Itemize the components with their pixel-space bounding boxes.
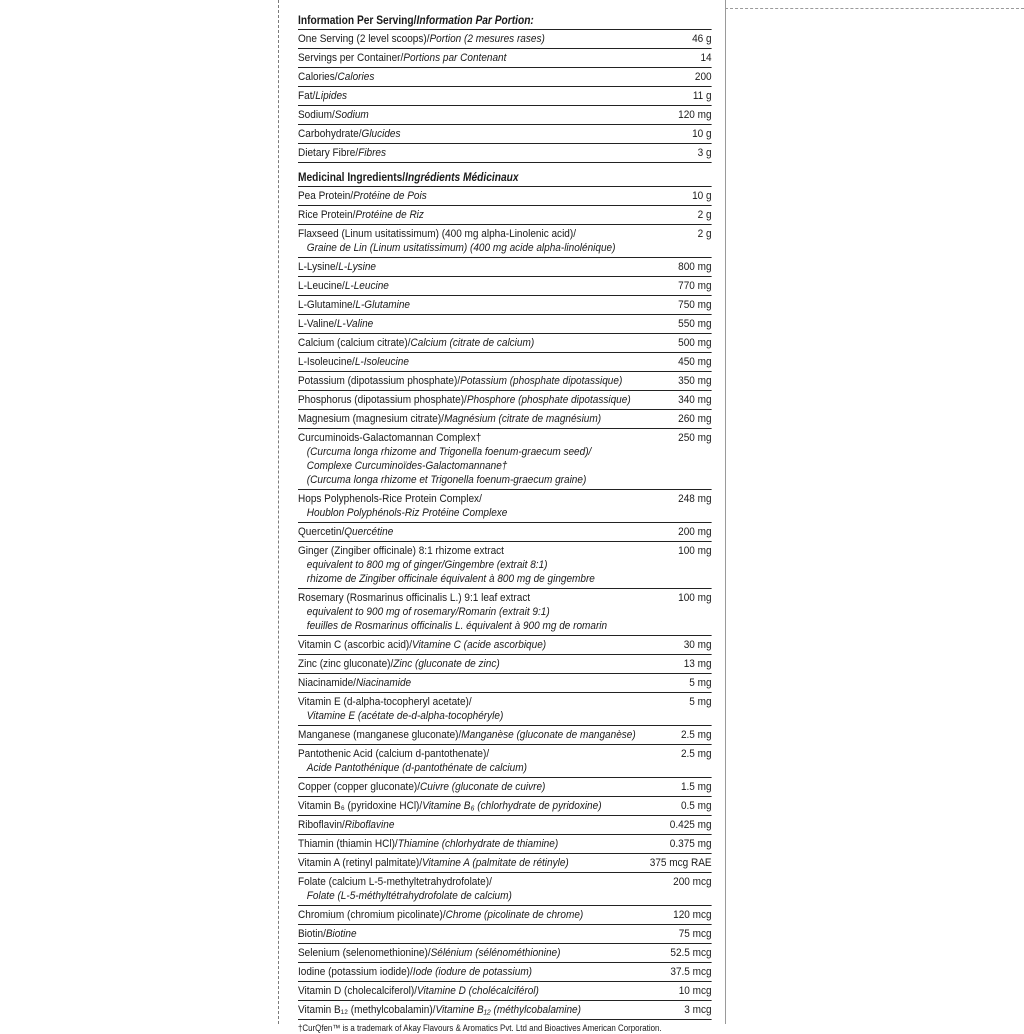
ingredient-line bbox=[298, 1003, 679, 1017]
ingredient-amount: 120 mg bbox=[678, 109, 712, 121]
ingredient-line bbox=[298, 127, 687, 141]
table-row bbox=[298, 334, 712, 353]
ingredient-line bbox=[298, 927, 673, 941]
ingredient-fr: Vitamine D (cholécalciférol) bbox=[417, 985, 539, 997]
ingredient-name bbox=[298, 1003, 679, 1017]
table-row bbox=[298, 944, 712, 963]
ingredient-line bbox=[298, 412, 673, 426]
ingredient-name bbox=[298, 676, 684, 690]
ingredient-fr: Quercétine bbox=[344, 526, 394, 538]
panel-content bbox=[298, 14, 712, 1034]
ingredient-name bbox=[298, 279, 673, 293]
ingredient-name bbox=[298, 70, 690, 84]
ingredient-detail-line: (Curcuma longa rhizome and Trigonella foenum-graecum seed)/ bbox=[306, 446, 592, 458]
table-row bbox=[298, 925, 712, 944]
serving-heading-en: Information Per Serving/ bbox=[298, 14, 417, 27]
ingredient-en: Rice Protein/ bbox=[298, 209, 356, 221]
ingredient-name bbox=[298, 51, 695, 65]
footnote: †CurQfen™ is a trademark of Akay Flavours & Aromatics Pvt. Ltd and Bioactives American Corporation. bbox=[298, 1023, 662, 1033]
ingredient-en: L-Leucine/ bbox=[298, 280, 345, 292]
ingredient-en: Vitamin C (ascorbic acid)/ bbox=[298, 639, 413, 651]
ingredient-amount: 750 mg bbox=[678, 299, 712, 311]
ingredient-amount: 0.5 mg bbox=[680, 800, 712, 812]
ingredient-en: L-Isoleucine/ bbox=[298, 356, 355, 368]
ingredient-amount: 2.5 mg bbox=[680, 729, 712, 741]
ingredient-detail-line: Complexe Curcuminoïdes-Galactomannane† bbox=[306, 460, 508, 472]
table-row bbox=[298, 674, 712, 693]
ingredient-en: L-Valine/ bbox=[298, 318, 337, 330]
table-row bbox=[298, 589, 712, 636]
ingredient-en: Potassium (dipotassium phosphate)/ bbox=[298, 375, 461, 387]
ingredient-line bbox=[298, 525, 673, 539]
ingredient-line bbox=[298, 108, 673, 122]
ingredient-amount: 1.5 mg bbox=[680, 781, 712, 793]
ingredient-name bbox=[298, 393, 673, 407]
ingredient-line bbox=[298, 946, 665, 960]
ingredient-en: Rosemary (Rosmarinus officinalis L.) 9:1 leaf extract bbox=[298, 592, 531, 604]
ingredient-en: Vitamin D (cholecalciferol)/ bbox=[298, 985, 418, 997]
ingredient-detail-line: equivalent to 900 mg of rosemary/Romarin (extrait 9:1) bbox=[306, 606, 550, 618]
ingredient-en: Zinc (zinc gluconate)/ bbox=[298, 658, 394, 670]
ingredient-en: Sodium/ bbox=[298, 109, 335, 121]
ingredient-amount: 2 g bbox=[697, 209, 712, 221]
ingredient-fr: Portion (2 mesures rases) bbox=[429, 33, 545, 45]
ingredient-line bbox=[298, 51, 695, 65]
ingredient-en: Vitamin B₁₂ (methylcobalamin)/ bbox=[298, 1004, 436, 1016]
ingredient-line bbox=[298, 492, 673, 506]
table-row bbox=[298, 778, 712, 797]
ingredient-name bbox=[298, 638, 678, 652]
table-row bbox=[298, 1001, 712, 1020]
ingredient-name bbox=[298, 927, 673, 941]
ingredient-fr: L-Glutamine bbox=[355, 299, 410, 311]
ingredient-amount: 450 mg bbox=[678, 356, 712, 368]
ingredient-line bbox=[298, 818, 665, 832]
ingredient-fr: Chrome (picolinate de chrome) bbox=[445, 909, 584, 921]
table-row bbox=[298, 277, 712, 296]
ingredient-name bbox=[298, 336, 673, 350]
ingredient-en: Selenium (selenomethionine)/ bbox=[298, 947, 431, 959]
ingredient-amount: 260 mg bbox=[678, 413, 712, 425]
ingredient-line bbox=[298, 374, 673, 388]
ingredient-en: Manganese (manganese gluconate)/ bbox=[298, 729, 462, 741]
table-row bbox=[298, 523, 712, 542]
ingredient-name bbox=[298, 591, 673, 633]
ingredient-detail-line: equivalent to 800 mg of ginger/Gingembre (extrait 8:1) bbox=[306, 559, 548, 571]
table-row bbox=[298, 144, 712, 163]
table-row bbox=[298, 258, 712, 277]
ingredient-amount: 248 mg bbox=[678, 493, 712, 505]
ingredient-en: L-Glutamine/ bbox=[298, 299, 356, 311]
ingredient-fr: Glucides bbox=[361, 128, 401, 140]
table-row bbox=[298, 963, 712, 982]
ingredient-fr: Calcium (citrate de calcium) bbox=[410, 337, 535, 349]
ingredient-amount: 500 mg bbox=[678, 337, 712, 349]
ingredient-amount: 350 mg bbox=[678, 375, 712, 387]
ingredient-amount: 5 mg bbox=[689, 696, 712, 708]
table-row bbox=[298, 225, 712, 258]
ingredient-name bbox=[298, 695, 684, 723]
ingredient-amount: 375 mcg RAE bbox=[649, 857, 712, 869]
ingredient-fr: Vitamine B₁₂ (méthylcobalamine) bbox=[435, 1004, 581, 1016]
ingredient-line bbox=[298, 728, 676, 742]
ingredient-line bbox=[298, 146, 692, 160]
ingredient-name bbox=[298, 728, 676, 742]
ingredient-en: Flaxseed (Linum usitatissimum) (400 mg alpha-Linolenic acid)/ bbox=[298, 228, 577, 240]
ingredient-name bbox=[298, 525, 673, 539]
ingredient-line bbox=[298, 227, 692, 241]
ingredient-en: One Serving (2 level scoops)/ bbox=[298, 33, 430, 45]
ingredient-amount: 0.425 mg bbox=[669, 819, 712, 831]
ingredient-fr: Protéine de Riz bbox=[355, 209, 424, 221]
table-row bbox=[298, 315, 712, 334]
ingredient-amount: 2 g bbox=[697, 228, 712, 240]
ingredient-en: L-Lysine/ bbox=[298, 261, 339, 273]
ingredient-fr: Vitamine C (acide ascorbique) bbox=[412, 639, 547, 651]
ingredient-fr: Riboflavine bbox=[344, 819, 395, 831]
table-row bbox=[298, 816, 712, 835]
table-row bbox=[298, 372, 712, 391]
ingredient-line bbox=[298, 638, 678, 652]
ingredient-en: Quercetin/ bbox=[298, 526, 345, 538]
panel-edge-line bbox=[725, 0, 726, 1024]
ingredient-detail-line: (Curcuma longa rhizome et Trigonella foenum-graecum graine) bbox=[306, 474, 587, 486]
table-row bbox=[298, 835, 712, 854]
ingredient-fr: Vitamine B₆ (chlorhydrate de pyridoxine) bbox=[422, 800, 602, 812]
table-row bbox=[298, 187, 712, 206]
ingredient-en: Carbohydrate/ bbox=[298, 128, 362, 140]
ingredient-fr: Zinc (gluconate de zinc) bbox=[393, 658, 500, 670]
ingredient-name bbox=[298, 946, 665, 960]
ingredient-name bbox=[298, 837, 665, 851]
serving-table bbox=[298, 30, 712, 163]
ingredient-line bbox=[298, 70, 690, 84]
ingredient-en: Thiamin (thiamin HCl)/ bbox=[298, 838, 398, 850]
ingredient-fr-line: Graine de Lin (Linum usitatissimum) (400 mg acide alpha-linolénique) bbox=[306, 242, 616, 254]
ingredient-fr: Iode (iodure de potassium) bbox=[412, 966, 533, 978]
ingredient-fr: L-Isoleucine bbox=[354, 356, 409, 368]
ingredient-en: Folate (calcium L-5-methyltetrahydrofolate)/ bbox=[298, 876, 492, 888]
ingredient-name bbox=[298, 355, 673, 369]
table-row bbox=[298, 68, 712, 87]
table-row bbox=[298, 854, 712, 873]
ingredient-en: Pantothenic Acid (calcium d-pantothenate)/ bbox=[298, 748, 490, 760]
ingredient-line bbox=[298, 856, 644, 870]
ingredient-name bbox=[298, 747, 676, 775]
medicinal-heading-en: Medicinal Ingredients/ bbox=[298, 171, 406, 184]
ingredient-name bbox=[298, 108, 673, 122]
table-row bbox=[298, 410, 712, 429]
ingredient-amount: 770 mg bbox=[678, 280, 712, 292]
table-row bbox=[298, 542, 712, 589]
table-row bbox=[298, 982, 712, 1001]
ingredient-name bbox=[298, 818, 665, 832]
ingredient-en: Pea Protein/ bbox=[298, 190, 354, 202]
ingredient-name bbox=[298, 227, 692, 255]
ingredient-name bbox=[298, 298, 673, 312]
ingredient-line bbox=[298, 89, 688, 103]
ingredient-en: Servings per Container/ bbox=[298, 52, 404, 64]
ingredient-line bbox=[298, 431, 673, 445]
ingredient-amount: 13 mg bbox=[683, 658, 712, 670]
serving-heading-fr: Information Par Portion: bbox=[416, 14, 534, 27]
ingredient-name bbox=[298, 780, 676, 794]
ingredient-fr-line: Houblon Polyphénols-Riz Protéine Complexe bbox=[306, 507, 508, 519]
ingredient-fr: Portions par Contenant bbox=[403, 52, 507, 64]
ingredient-amount: 550 mg bbox=[678, 318, 712, 330]
ingredient-name bbox=[298, 908, 668, 922]
table-row bbox=[298, 106, 712, 125]
ingredient-amount: 2.5 mg bbox=[680, 748, 712, 760]
ingredient-amount: 10 g bbox=[692, 190, 712, 202]
ingredient-line bbox=[298, 695, 684, 709]
ingredient-en: Vitamin A (retinyl palmitate)/ bbox=[298, 857, 423, 869]
ingredient-fr: Potassium (phosphate dipotassique) bbox=[460, 375, 623, 387]
table-row bbox=[298, 490, 712, 523]
ingredient-amount: 52.5 mcg bbox=[670, 947, 712, 959]
ingredient-name bbox=[298, 146, 692, 160]
ingredient-line bbox=[298, 544, 673, 558]
table-row bbox=[298, 726, 712, 745]
ingredient-line bbox=[298, 799, 676, 813]
ingredient-en: Copper (copper gluconate)/ bbox=[298, 781, 421, 793]
ingredient-line bbox=[298, 32, 687, 46]
ingredient-fr: Sélénium (sélénométhionine) bbox=[430, 947, 561, 959]
ingredient-amount: 10 mcg bbox=[678, 985, 712, 997]
ingredient-fr: Niacinamide bbox=[355, 677, 412, 689]
ingredient-detail-line: feuilles de Rosmarinus officinalis L. équivalent à 900 mg de romarin bbox=[306, 620, 608, 632]
ingredient-en: Magnesium (magnesium citrate)/ bbox=[298, 413, 444, 425]
ingredient-fr: Cuivre (gluconate de cuivre) bbox=[420, 781, 546, 793]
ingredient-en: Phosphorus (dipotassium phosphate)/ bbox=[298, 394, 467, 406]
ingredient-name bbox=[298, 208, 692, 222]
ingredient-amount: 200 mg bbox=[678, 526, 712, 538]
ingredient-en: Chromium (chromium picolinate)/ bbox=[298, 909, 446, 921]
table-row bbox=[298, 30, 712, 49]
ingredient-name bbox=[298, 965, 665, 979]
ingredient-line bbox=[298, 657, 678, 671]
ingredient-name bbox=[298, 32, 687, 46]
ingredient-name bbox=[298, 657, 678, 671]
ingredient-line bbox=[298, 875, 668, 889]
ingredient-name bbox=[298, 544, 673, 586]
ingredient-en: Dietary Fibre/ bbox=[298, 147, 359, 159]
medicinal-heading bbox=[298, 171, 712, 187]
ingredient-fr: Lipides bbox=[315, 90, 348, 102]
ingredient-fr: Manganèse (gluconate de manganèse) bbox=[461, 729, 636, 741]
ingredient-line bbox=[298, 298, 673, 312]
ingredient-amount: 5 mg bbox=[689, 677, 712, 689]
table-row bbox=[298, 391, 712, 410]
ingredient-line bbox=[298, 591, 673, 605]
ingredient-line bbox=[298, 317, 673, 331]
table-row bbox=[298, 693, 712, 726]
ingredient-line bbox=[298, 780, 676, 794]
ingredient-en: Riboflavin/ bbox=[298, 819, 345, 831]
ingredient-name bbox=[298, 431, 673, 487]
ingredient-amount: 11 g bbox=[692, 90, 712, 102]
ingredient-fr: Fibres bbox=[358, 147, 387, 159]
ingredient-name bbox=[298, 374, 673, 388]
ingredient-line bbox=[298, 208, 692, 222]
ingredient-en: Vitamin B₆ (pyridoxine HCl)/ bbox=[298, 800, 423, 812]
ingredient-line bbox=[298, 747, 676, 761]
ingredient-en: Iodine (potassium iodide)/ bbox=[298, 966, 413, 978]
ingredient-line bbox=[298, 984, 673, 998]
ingredient-line bbox=[298, 355, 673, 369]
ingredient-name bbox=[298, 984, 673, 998]
ingredient-fr: Calories bbox=[337, 71, 375, 83]
medicinal-heading-fr: Ingrédients Médicinaux bbox=[405, 171, 519, 184]
ingredient-amount: 200 mcg bbox=[673, 876, 712, 888]
ingredient-fr: L-Valine bbox=[336, 318, 374, 330]
ingredient-en: Calories/ bbox=[298, 71, 338, 83]
table-row bbox=[298, 429, 712, 490]
table-row bbox=[298, 873, 712, 906]
table-row bbox=[298, 636, 712, 655]
serving-heading bbox=[298, 14, 712, 30]
ingredient-name bbox=[298, 317, 673, 331]
table-row bbox=[298, 296, 712, 315]
ingredient-amount: 800 mg bbox=[678, 261, 712, 273]
ingredient-fr-line: Folate (L-5-méthyltétrahydrofolate de calcium) bbox=[306, 890, 512, 902]
ingredient-fr-line: Acide Pantothénique (d-pantothénate de calcium) bbox=[306, 762, 527, 774]
ingredient-line bbox=[298, 908, 668, 922]
ingredient-amount: 120 mcg bbox=[673, 909, 712, 921]
table-row bbox=[298, 906, 712, 925]
ingredient-fr: Thiamine (chlorhydrate de thiamine) bbox=[397, 838, 559, 850]
ingredient-line bbox=[298, 965, 665, 979]
ingredient-fr: Protéine de Pois bbox=[353, 190, 427, 202]
dashed-cut-line-left bbox=[278, 0, 279, 1024]
ingredient-amount: 37.5 mcg bbox=[670, 966, 712, 978]
ingredient-en: Calcium (calcium citrate)/ bbox=[298, 337, 411, 349]
table-row bbox=[298, 49, 712, 68]
ingredient-en: Niacinamide/ bbox=[298, 677, 356, 689]
ingredient-name bbox=[298, 856, 644, 870]
ingredient-amount: 200 bbox=[694, 71, 712, 83]
ingredient-amount: 100 mg bbox=[678, 545, 712, 557]
ingredient-fr: Sodium bbox=[334, 109, 369, 121]
ingredient-fr: L-Leucine bbox=[344, 280, 389, 292]
ingredient-line bbox=[298, 260, 673, 274]
ingredient-line bbox=[298, 676, 684, 690]
ingredient-amount: 3 g bbox=[697, 147, 712, 159]
table-row bbox=[298, 655, 712, 674]
ingredient-amount: 340 mg bbox=[678, 394, 712, 406]
ingredient-name bbox=[298, 875, 668, 903]
ingredient-amount: 250 mg bbox=[678, 432, 712, 444]
ingredient-amount: 100 mg bbox=[678, 592, 712, 604]
ingredient-fr: Vitamine A (palmitate de rétinyle) bbox=[422, 857, 569, 869]
ingredient-line bbox=[298, 336, 673, 350]
ingredient-name bbox=[298, 89, 688, 103]
ingredient-en: Biotin/ bbox=[298, 928, 326, 940]
ingredient-en: Curcuminoids-Galactomannan Complex† bbox=[298, 432, 482, 444]
ingredient-name bbox=[298, 189, 687, 203]
ingredient-amount: 10 g bbox=[692, 128, 712, 140]
ingredient-amount: 0.375 mg bbox=[669, 838, 712, 850]
ingredient-line bbox=[298, 279, 673, 293]
ingredient-name bbox=[298, 260, 673, 274]
ingredient-amount: 14 bbox=[700, 52, 712, 64]
ingredient-en: Hops Polyphenols-Rice Protein Complex/ bbox=[298, 493, 482, 505]
ingredient-en: Vitamin E (d-alpha-tocopheryl acetate)/ bbox=[298, 696, 472, 708]
table-row bbox=[298, 797, 712, 816]
table-row bbox=[298, 125, 712, 144]
dashed-cut-line-top bbox=[725, 8, 1024, 9]
ingredient-name bbox=[298, 799, 676, 813]
ingredient-name bbox=[298, 127, 687, 141]
ingredient-amount: 30 mg bbox=[683, 639, 712, 651]
nutrition-panel bbox=[298, 14, 712, 1034]
table-row bbox=[298, 745, 712, 778]
ingredient-fr: L-Lysine bbox=[338, 261, 377, 273]
ingredient-fr-line: Vitamine E (acétate de-d-alpha-tocophéryle) bbox=[306, 710, 504, 722]
table-row bbox=[298, 353, 712, 372]
table-row bbox=[298, 206, 712, 225]
ingredient-line bbox=[298, 837, 665, 851]
medicinal-table bbox=[298, 187, 712, 1020]
table-row bbox=[298, 87, 712, 106]
ingredient-fr: Magnésium (citrate de magnésium) bbox=[443, 413, 602, 425]
ingredient-amount: 3 mcg bbox=[684, 1004, 712, 1016]
ingredient-line bbox=[298, 189, 687, 203]
ingredient-fr: Biotine bbox=[325, 928, 357, 940]
ingredient-name bbox=[298, 412, 673, 426]
ingredient-fr: Phosphore (phosphate dipotassique) bbox=[466, 394, 631, 406]
ingredient-en: Ginger (Zingiber officinale) 8:1 rhizome extract bbox=[298, 545, 504, 557]
ingredient-detail-line: rhizome de Zingiber officinale équivalent à 800 mg de gingembre bbox=[306, 573, 595, 585]
ingredient-line bbox=[298, 393, 673, 407]
ingredient-name bbox=[298, 492, 673, 520]
ingredient-amount: 75 mcg bbox=[678, 928, 712, 940]
ingredient-en: Fat/ bbox=[298, 90, 316, 102]
ingredient-amount: 46 g bbox=[692, 33, 712, 45]
